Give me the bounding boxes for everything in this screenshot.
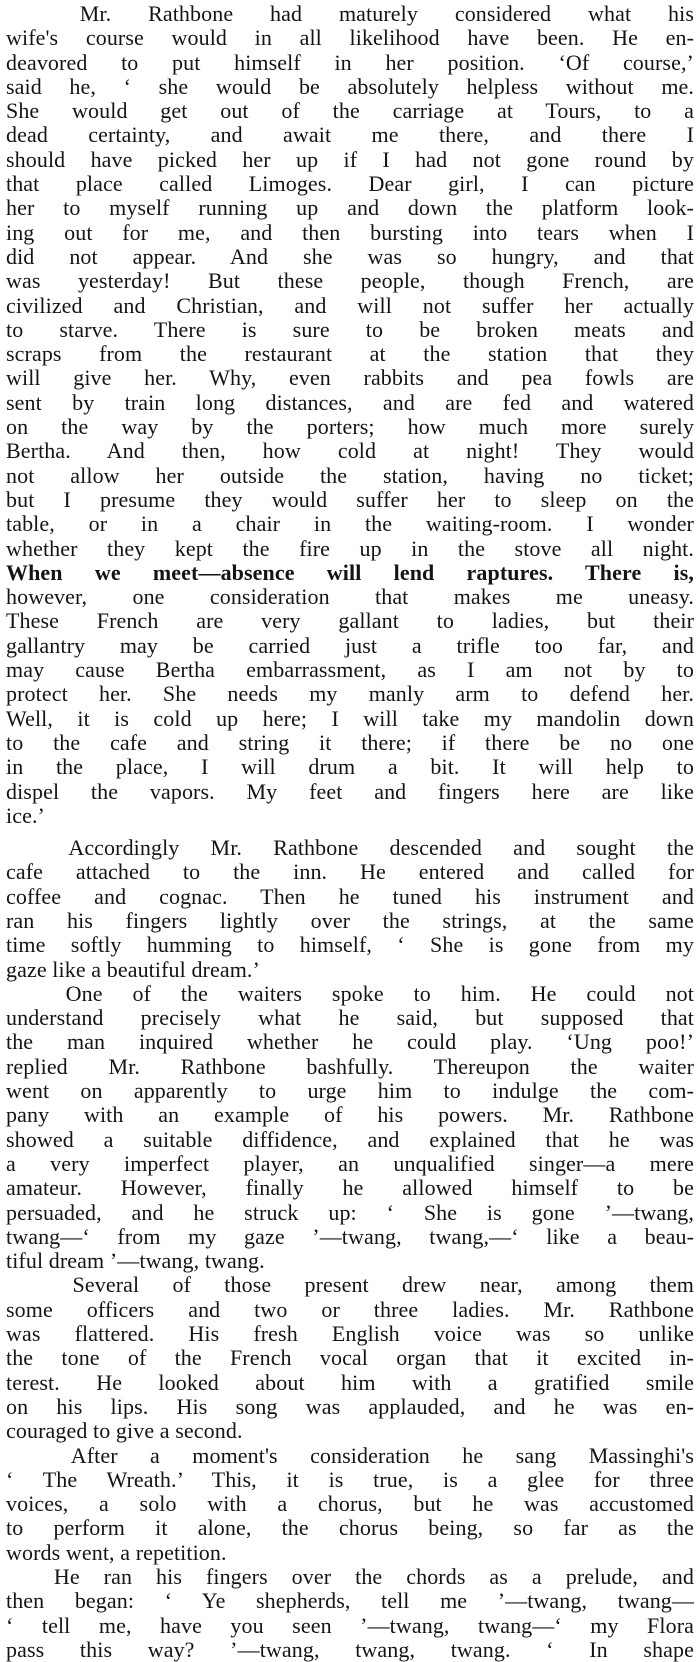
text-line: dead certainty, and await me there, and there I [6,123,694,148]
text-line: in the place, I will drum a bit. It will help to [6,755,694,780]
text-line: table, or in a chair in the waiting-room. I wonder [6,512,694,537]
text-line: When we meet—absence will lend raptures. There is, [6,560,694,585]
text-line: Bertha. And then, how cold at night! They would [6,439,694,464]
text-line: pany with an example of his powers. Mr. Rathbone [6,1103,694,1128]
text-line: said he, ‘ she would be absolutely helpless without me. [6,74,694,99]
paragraph-mr-rathbone-monologue [6,2,694,828]
text-line: deavored to put himself in her position. ‘Of course,’ [6,50,694,75]
text-line: to the cafe and string it there; if there be no one [6,730,694,755]
text-line: gallantry may be carried just a trifle too far, and [6,633,694,658]
text-line: but I presume they would suffer her to sleep on the [6,487,694,512]
text-line: whether they kept the fire up in the stove all night. [6,536,694,561]
text-line: protect her. She needs my manly arm to defend her. [6,682,694,707]
text-line: coffee and cognac. Then he tuned his instrument and [6,884,694,909]
text-line: sent by train long distances, and are fed and watered [6,390,694,415]
text-line: to starve. There is sure to be broken meats and [6,317,694,342]
text-line: ice.’ [6,803,45,828]
text-line: civilized and Christian, and will not suffer her actually [6,293,694,318]
text-line: showed a suitable diffidence, and explained that he was [6,1127,694,1152]
text-line: wife's course would in all likelihood have been. He en- [6,26,694,51]
text-line: however, one consideration that makes me uneasy. [6,585,694,610]
text-line: dispel the vapors. My feet and fingers here are like [6,779,694,804]
text-line: persuaded, and he struck up: ‘ She is gone ’—twang, [6,1200,694,1225]
text-line: will give her. Why, even rabbits and pea fowls are [6,366,694,391]
text-line: on his lips. His song was applauded, and he was en- [6,1394,694,1419]
text-line: ‘ tell me, have you seen ’—twang, twang—‘ my Flora [6,1613,694,1638]
paragraph-cafe-descent [6,836,694,982]
text-line: the tone of the French vocal organ that it excited in- [6,1346,694,1371]
text-line: a very imperfect player, an unqualified singer—a mere [6,1151,694,1176]
text-line: Several of those present drew near, among them [6,1273,694,1298]
text-line: Mr. Rathbone had maturely considered what his [6,2,694,26]
text-line: After a moment's consideration he sang Massinghi's [6,1443,694,1468]
text-line: may cause Bertha embarrassment, as I am not by to [6,658,694,683]
text-line: One of the waiters spoke to him. He could not [6,981,694,1006]
text-line: ing out for me, and then bursting into tears when I [6,220,694,245]
text-line: pass this way? ’—twang, twang, twang. ‘ In shape [6,1637,694,1662]
paragraph-prelude [6,1565,694,1662]
text-line: was flattered. His fresh English voice was so unlike [6,1322,694,1347]
text-line: Well, it is cold up here; I will take my mandolin down [6,706,694,731]
text-line: gaze like a beautiful dream.’ [6,957,260,982]
paragraph-audience [6,1273,694,1443]
text-line: should have picked her up if I had not gone round by [6,147,694,172]
text-line: These French are very gallant to ladies, but their [6,609,694,634]
text-line: not allow her outside the station, having no ticket; [6,463,694,488]
text-line: then began: ‘ Ye shepherds, tell me ’—twang, twang— [6,1589,694,1614]
text-line: went on apparently to urge him to indulge the com- [6,1079,694,1104]
text-line: on the way by the porters; how much more surely [6,415,694,440]
text-line: some officers and two or three ladies. Mr. Rathbone [6,1297,694,1322]
text-line: time softly humming to himself, ‘ She is gone from my [6,933,694,958]
text-line: the man inquired whether he could play. ‘Ung poo!’ [6,1030,694,1055]
text-line: replied Mr. Rathbone bashfully. Thereupon the waiter [6,1054,694,1079]
text-line: did not appear. And she was so hungry, and that [6,244,694,269]
paragraph-spacer [6,828,694,836]
text-line: her to myself running up and down the platform look- [6,196,694,221]
text-line: voices, a solo with a chorus, but he was accustomed [6,1492,694,1517]
text-line: terest. He looked about him with a gratified smile [6,1370,694,1395]
text-line: understand precisely what he said, but supposed that [6,1006,694,1031]
text-line: She would get out of the carriage at Tours, to a [6,99,694,124]
text-line: ‘ The Wreath.’ This, it is true, is a glee for three [6,1467,694,1492]
text-line: amateur. However, finally he allowed himself to be [6,1176,694,1201]
text-line: words went, a repetition. [6,1540,227,1565]
text-line: Accordingly Mr. Rathbone descended and sought the [6,836,694,861]
text-line: He ran his fingers over the chords as a prelude, and [6,1565,694,1589]
paragraph-waiter [6,982,694,1274]
paragraph-the-wreath [6,1444,694,1565]
text-line: was yesterday! But these people, though French, are [6,269,694,294]
text-line: tiful dream ’—twang, twang. [6,1249,265,1274]
text-line: scraps from the restaurant at the station that they [6,342,694,367]
text-line: to perform it alone, the chorus being, so far as the [6,1516,694,1541]
text-line: couraged to give a second. [6,1419,243,1444]
text-line: twang—‘ from my gaze ’—twang, twang,—‘ like a beau- [6,1224,694,1249]
text-line: that place called Limoges. Dear girl, I can picture [6,172,694,197]
text-line: cafe attached to the inn. He entered and called for [6,860,694,885]
text-line: ran his fingers lightly over the strings, at the same [6,908,694,933]
